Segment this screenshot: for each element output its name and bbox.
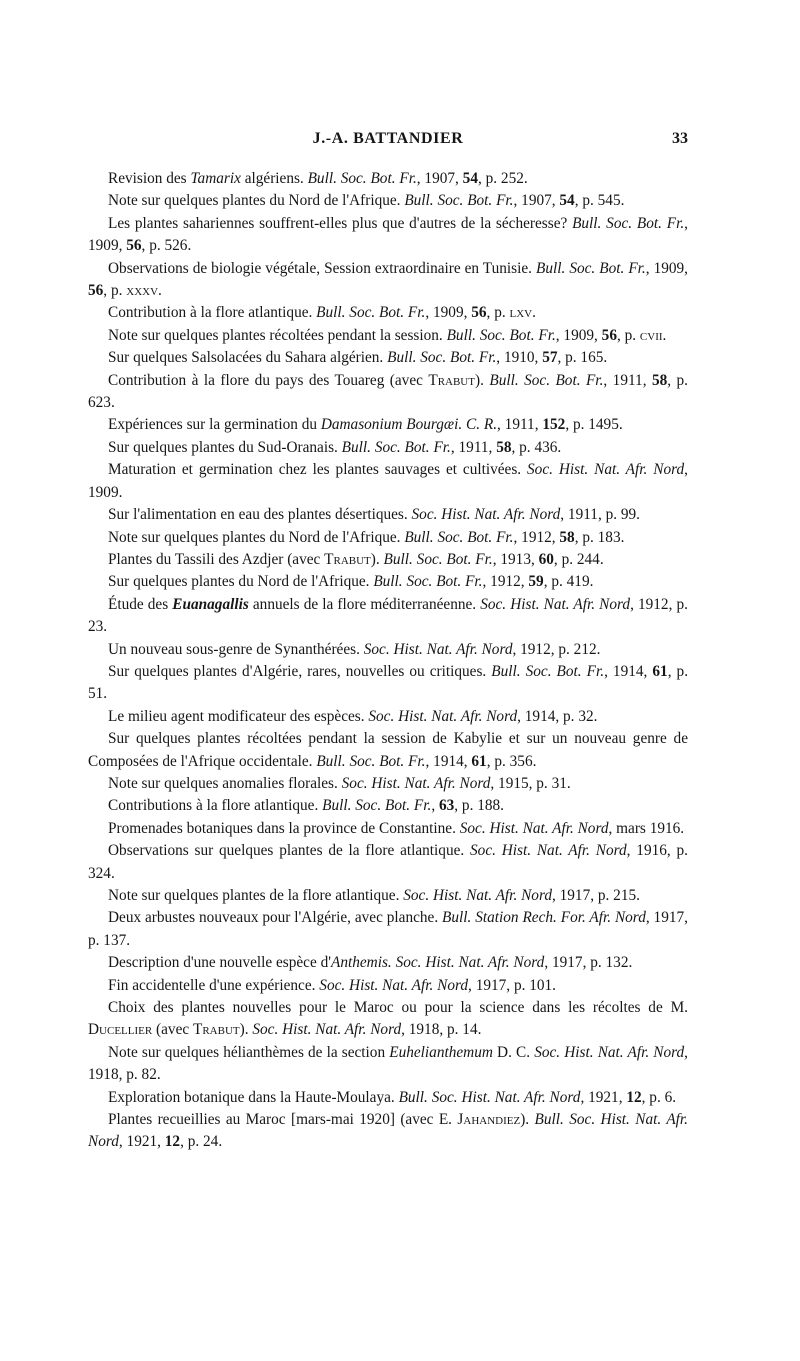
entry-text-run: , p. 356. (486, 752, 537, 770)
page-header (88, 130, 688, 154)
entry-text-run: 56 (126, 237, 142, 255)
entry-text-run: D. C. (492, 1043, 535, 1061)
entry-text-run: Sur quelques Salsolacées du Sahara algérien. (108, 349, 388, 367)
entry-text-run: , mars 1916. (608, 819, 685, 837)
bibliography-entry (88, 1087, 688, 1109)
entry-text-run: , 1907, (513, 192, 560, 210)
entry-text-run: ). (370, 550, 384, 568)
entry-text-run: Fin accidentelle d'une expérience. (108, 976, 320, 994)
entry-text-run: Soc. Hist. Nat. Afr. Nord (534, 1043, 685, 1061)
entry-text-run: 54 (559, 192, 575, 210)
bibliography-list (88, 168, 688, 1154)
entry-text-run: , p. 183. (574, 528, 625, 546)
entry-text-run: , 1910, (496, 349, 543, 367)
entry-text-run: , 1909, (645, 259, 688, 277)
entry-text-run: , 1918, p. 82. (88, 1043, 688, 1084)
entry-text-run: algériens. (240, 170, 308, 187)
entry-text-run: 60 (538, 550, 554, 568)
entry-text-run: (avec (152, 1021, 193, 1039)
entry-text-run: Description d'une nouvelle espèce d' (108, 954, 331, 972)
entry-text-run: Bull. Soc. Bot. Fr. (316, 304, 426, 322)
entry-text-run: , p. (616, 326, 640, 344)
bibliography-entry (88, 1109, 688, 1154)
entry-text-run: 56 (471, 304, 487, 322)
bibliography-entry (88, 549, 688, 571)
entry-text-run: , p. 526. (141, 237, 192, 255)
bibliography-entry (88, 571, 688, 593)
bibliography-entry (88, 728, 688, 773)
entry-text-run: , 1917, p. 215. (551, 887, 640, 904)
entry-text-run: , p. 6. (641, 1088, 677, 1106)
entry-text-run: annuels de la flore méditerranéenne. (248, 595, 481, 613)
entry-text-run: Note sur quelques plantes de la flore atlantique. (108, 887, 404, 904)
entry-text-run: Anthemis. Soc. Hist. Nat. Afr. Nord (331, 954, 545, 972)
entry-text-run: Maturation et germination chez les plantes sauvages et cultivées. (108, 461, 528, 479)
entry-text-run: 12 (164, 1133, 181, 1151)
entry-text-run: , p. 244. (553, 550, 604, 568)
entry-text-run: Bull. Soc. Bot. Fr. (383, 550, 493, 568)
entry-text-run: Contribution à la flore atlantique. (108, 304, 317, 322)
entry-text-run: ). (474, 371, 490, 389)
bibliography-entry (88, 437, 688, 459)
entry-text-run: Bull. Soc. Bot. Fr. (387, 349, 497, 367)
entry-text-run: Observations sur quelques plantes de la flore atlantique. (108, 842, 471, 860)
bibliography-entry (88, 975, 688, 997)
bibliography-entry (88, 885, 688, 907)
entry-text-run: , 1907, (416, 170, 463, 187)
entry-text-run: Sur quelques plantes du Sud-Oranais. (108, 438, 342, 456)
entry-text-run: , p. 436. (511, 438, 562, 456)
entry-text-run: Trabut (324, 550, 371, 568)
entry-text-run: Bull. Soc. Bot. Fr. (341, 438, 451, 456)
entry-text-run: Soc. Hist. Nat. Afr. Nord (368, 707, 518, 725)
entry-text-run: Bull. Soc. Hist. Nat. Afr. Nord (398, 1088, 581, 1106)
entry-text-run: . (532, 304, 536, 322)
bibliography-entry (88, 1042, 688, 1087)
entry-text-run: , 1913, (492, 550, 539, 568)
entry-text-run: , p. 623. (88, 371, 689, 412)
entry-text-run: . (662, 326, 667, 344)
entry-text-run: , p. (103, 282, 127, 300)
entry-text-run: , p. 188. (454, 797, 504, 815)
entry-text-run: Damasonium Bourgæi. C. R. (320, 416, 498, 434)
entry-text-run: 61 (652, 662, 668, 680)
entry-text-run: , 1909. (88, 461, 688, 501)
entry-text-run: Note sur quelques hélianthèmes de la section (108, 1043, 390, 1061)
bibliography-entry (88, 594, 688, 639)
entry-text-run: , p. (486, 304, 510, 322)
entry-text-run: Revision des (108, 170, 191, 187)
entry-text-run: , (431, 797, 439, 815)
entry-text-run: Bull. Soc. Bot. Fr. (536, 259, 646, 277)
entry-text-run: Bull. Soc. Bot. Fr. (307, 170, 417, 187)
entry-text-run: , 1921, (118, 1133, 165, 1151)
bibliography-entry (88, 302, 688, 324)
entry-text-run: 58 (496, 438, 512, 456)
entry-text-run: , 1911, (450, 438, 497, 456)
entry-text-run: , 1916, p. 324. (88, 842, 688, 882)
entry-text-run: Bull. Soc. Bot. Fr. (489, 371, 604, 389)
bibliography-entry (88, 527, 688, 549)
bibliography-entry (88, 639, 688, 661)
bibliography-entry (88, 795, 688, 817)
entry-text-run: Sur quelques plantes d'Algérie, rares, nouvelles ou critiques. (108, 662, 492, 680)
entry-text-run: Exploration botanique dans la Haute-Moulaya. (108, 1088, 399, 1106)
entry-text-run: , 1917, p. 137. (88, 909, 688, 949)
entry-text-run: cvii (639, 326, 663, 344)
entry-text-run: 56 (601, 326, 617, 344)
entry-text-run: Bull. Soc. Bot. Fr. (373, 573, 483, 591)
entry-text-run: Contributions à la flore atlantique. (108, 797, 323, 815)
entry-text-run: , 1918, p. 14. (401, 1021, 482, 1039)
entry-text-run: 152 (542, 416, 566, 434)
entry-text-run: ). (520, 1111, 535, 1129)
entry-text-run: 58 (651, 371, 668, 389)
entry-text-run: ). (239, 1021, 253, 1039)
entry-text-run: , p. 51. (88, 662, 689, 703)
entry-text-run: Sur quelques plantes récoltées pendant la session de Kabylie et sur un nouveau genre de Composées de l'Afrique occidentale. (88, 730, 688, 770)
entry-text-run: Trabut (192, 1021, 240, 1039)
bibliography-entry (88, 370, 688, 415)
entry-text-run: xxxv (126, 282, 159, 300)
entry-text-run: Plantes recueillies au Maroc [mars-mai 1920] (avec E. (108, 1111, 458, 1129)
bibliography-entry (88, 661, 688, 706)
running-head: J.-A. BATTANDIER (312, 130, 464, 147)
entry-text-run: Sur l'alimentation en eau des plantes désertiques. (108, 506, 412, 524)
entry-text-run: , 1915, p. 31. (490, 774, 571, 792)
entry-text-run: Bull. Soc. Bot. Fr. (491, 662, 605, 680)
bibliography-entry (88, 840, 688, 885)
entry-text-run: Note sur quelques plantes du Nord de l'Afrique. (108, 528, 405, 546)
entry-text-run: Soc. Hist. Nat. Afr. Nord (341, 774, 491, 792)
entry-text-run: Soc. Hist. Nat. Afr. Nord (459, 819, 609, 837)
entry-text-run: Promenades botaniques dans la province de Constantine. (108, 819, 460, 837)
entry-text-run: , p. 165. (557, 349, 608, 367)
entry-text-run: Jahandiez (457, 1111, 521, 1129)
entry-text-run: 59 (528, 573, 544, 591)
entry-text-run: Trabut (428, 371, 475, 389)
entry-text-run: , 1909, (88, 214, 688, 255)
entry-text-run: 57 (542, 349, 558, 367)
entry-text-run: , 1911, (497, 416, 543, 434)
entry-text-run: , 1911, (603, 371, 652, 389)
entry-text-run: , 1911, p. 99. (560, 506, 641, 524)
entry-text-run: Bull. Soc. Bot. Fr. (404, 192, 514, 210)
entry-text-run: Bull. Station Rech. For. Afr. Nord (442, 909, 646, 927)
entry-text-run: 63 (438, 797, 455, 815)
bibliography-entry (88, 168, 688, 190)
entry-text-run: 54 (462, 170, 478, 187)
bibliography-entry (88, 325, 688, 347)
bibliography-entry (88, 706, 688, 728)
entry-text-run: Étude des (108, 595, 173, 613)
entry-text-run: Soc. Hist. Nat. Afr. Nord (252, 1021, 402, 1039)
entry-text-run: 12 (626, 1088, 642, 1106)
entry-text-run: , 1909, (425, 304, 472, 322)
entry-text-run: , 1912, p. 212. (512, 640, 601, 658)
entry-text-run: Note sur quelques plantes récoltées pendant la session. (108, 326, 447, 344)
entry-text-run: Soc. Hist. Nat. Afr. Nord (319, 976, 469, 994)
entry-text-run: Contribution à la flore du pays des Touareg (avec (108, 371, 429, 389)
bibliography-entry (88, 414, 688, 436)
bibliography-entry (88, 347, 688, 369)
bibliography-entry (88, 818, 688, 840)
entry-text-run: Deux arbustes nouveaux pour l'Algérie, avec planche. (108, 909, 443, 927)
entry-text-run: Tamarix (190, 170, 241, 187)
entry-text-run: Soc. Hist. Nat. Afr. Nord (411, 506, 561, 524)
bibliography-entry (88, 952, 688, 974)
entry-text-run: , p. 545. (574, 192, 625, 210)
entry-text-run: Plantes du Tassili des Azdjer (avec (108, 550, 325, 568)
entry-text-run: , p. 252. (477, 170, 528, 187)
entry-text-run: , 1917, p. 101. (468, 976, 557, 994)
entry-text-run: , 1921, (580, 1088, 627, 1106)
entry-text-run: , 1914, (604, 662, 653, 680)
entry-text-run: 56 (88, 282, 104, 300)
entry-text-run: Euhelianthemum (389, 1043, 493, 1061)
entry-text-run: Un nouveau sous-genre de Synanthérées. (108, 640, 364, 658)
entry-text-run: Soc. Hist. Nat. Afr. Nord (403, 887, 552, 904)
entry-text-run: , p. 1495. (565, 416, 623, 434)
entry-text-run: , 1914, p. 32. (517, 707, 598, 725)
entry-text-run: Observations de biologie végétale, Session extraordinaire en Tunisie. (108, 259, 536, 277)
entry-text-run: Les plantes sahariennes souffrent-elles plus que d'autres de la sécheresse? (108, 214, 573, 232)
entry-text-run: lxv (509, 304, 533, 322)
entry-text-run: Choix des plantes nouvelles pour le Maroc ou pour la science dans les récoltes de M. (108, 999, 688, 1017)
entry-text-run: , 1912, (513, 528, 560, 546)
entry-text-run: , 1909, (555, 326, 602, 344)
bibliography-entry (88, 773, 688, 795)
entry-text-run: 61 (471, 752, 487, 770)
entry-text-run: Note sur quelques anomalies florales. (108, 774, 342, 792)
entry-text-run: Bull. Soc. Bot. Fr. (404, 528, 514, 546)
entry-text-run: . (158, 282, 162, 300)
entry-text-run: Bull. Soc. Bot. Fr. (316, 752, 426, 770)
entry-text-run: Bull. Soc. Hist. Nat. Afr. Nord (88, 1111, 688, 1151)
entry-text-run: , p. 24. (180, 1133, 223, 1151)
entry-text-run: Soc. Hist. Nat. Afr. Nord (527, 461, 685, 479)
entry-text-run: Note sur quelques plantes du Nord de l'Afrique. (108, 192, 405, 210)
entry-text-run: , 1917, p. 132. (544, 954, 633, 972)
entry-text-run: Ducellier (88, 1021, 153, 1039)
bibliography-entry (88, 997, 688, 1042)
bibliography-entry (88, 907, 688, 952)
entry-text-run: Soc. Hist. Nat. Afr. Nord (480, 595, 631, 613)
entry-text-run: Soc. Hist. Nat. Afr. Nord (470, 842, 627, 860)
entry-text-run: , 1912, (482, 573, 529, 591)
entry-text-run: Expériences sur la germination du (108, 416, 321, 434)
entry-text-run: , 1914, (425, 752, 472, 770)
page-number: 33 (672, 130, 688, 147)
bibliography-entry (88, 504, 688, 526)
bibliography-entry (88, 213, 688, 258)
entry-text-run: 58 (559, 528, 575, 546)
entry-text-run: Soc. Hist. Nat. Afr. Nord (363, 640, 513, 658)
entry-text-run: Bull. Soc. Bot. Fr. (446, 326, 556, 344)
entry-text-run: Le milieu agent modificateur des espèces. (108, 707, 369, 725)
entry-text-run: Bull. Soc. Bot. Fr. (572, 214, 685, 232)
bibliography-entry (88, 258, 688, 303)
entry-text-run: Sur quelques plantes du Nord de l'Afrique. (108, 573, 374, 591)
entry-text-run: , p. 419. (543, 573, 594, 591)
bibliography-entry (88, 190, 688, 212)
entry-text-run: , 1912, p. 23. (88, 595, 688, 636)
bibliography-entry (88, 459, 688, 504)
entry-text-run: Euanagallis (172, 595, 249, 613)
entry-text-run: Bull. Soc. Bot. Fr. (322, 797, 432, 815)
